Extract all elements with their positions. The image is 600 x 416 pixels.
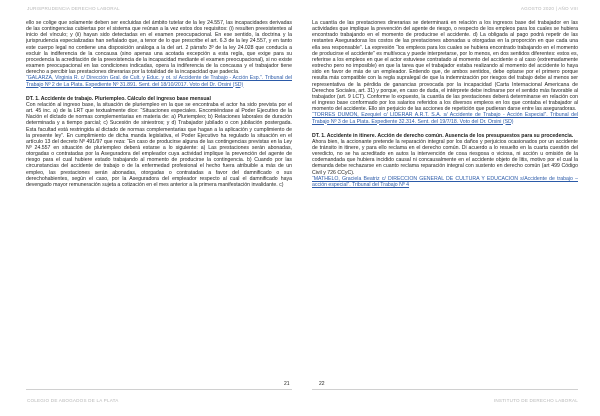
left-paragraph-2: Con relación al ingreso base, la situación de pluriempleo en la que se encontraba el actor ha sido prevista por el art. 45 inc. a) de la LRT que textualmente dice: “Situaciones especiales. Encomiéndase al Poder Ejecutivo de la Nación el dictado de normas complementarias en materia de: a) Pluriempleo; b) Relaciones laborales de duración determinada y a tiempo parcial; c) Sucesión de siniestros; y d) Trabajador jubilado o con jubilación postergada. Esta facultad está restringida al dictado de normas complementarias que hagan a la aplicación y cumplimiento de la presente ley”. En cumplimiento de dicha manda legislativa, el Poder Ejecutivo ha regulado la situación en el artículo 13 del decreto Nº 491/97 que reza: “En caso de producirse alguna de las contingencias previstas en la Ley Nº 24.557 en situación de pluriempleo deberá estarse a lo siguiente: a) Las prestaciones serán abonadas, otorgadas o contratadas por la Aseguradora del empleador cuya actividad implique la prevención del agente de riesgo para el cual hubiere estado trabajando al momento de producirse la contingencia. b) Cuando por las circunstancias del accidente de trabajo o de la enfermedad profesional el hecho fuera atribuible a más de un empleo, las prestaciones serán abonadas, otorgadas o contratadas a favor del damnificado o sus derechohabientes, según el caso, por la Aseguradora del empleador respecto al cual el damnificado haya devengado mayor remuneración sujeta a cotización en el mes anterior a la primera manifestación invalidante. c) xyxy=(26,101,292,188)
left-paragraph-1: ello se colige que solamente deben ser excluidas del ámbito tutelar de la ley 24.557, las incapacidades derivadas de las contingencias cubiertas por el sistema que reúnan a la vez estos dos requisitos: (i) resulten preexistentes al inicio del vínculo; y (ii) hayan sido detectadas en el examen preocupacional. En ese sentido, la doctrina y la jurisprudencia especializadas han señalado que, a tenor de lo que prescribe el art. 6.3 de la ley 24.557, y en tanto este cuerpo legal no contiene una disposición análoga a la del art. 2 párrafo 3º de la ley 24.028 que conducía a excluir la indiferencia de la concausa (sino apenas una acotada excepción a esta regla, que exige para su procedencia la acreditación de la preexistencia de la incapacidad mediante el examen preocupacional), si no existe examen preocupacional en las condiciones indicadas, opera la indiferencia de la concausa y el trabajador tiene derecho a percibir las prestaciones dinerarias por la totalidad de la incapacidad que padecía. xyxy=(26,20,292,76)
footer-divider-left xyxy=(26,389,292,390)
right-column xyxy=(312,20,578,382)
header-right-title: AGOSTO 2020 | AÑO VIII xyxy=(520,6,578,11)
left-section-heading: DT. 1. Accidente de trabajo. Pluriempleo. Cálculo del ingreso base mensual xyxy=(26,95,211,102)
spacer xyxy=(312,125,578,133)
right-paragraph-2: Ahora bien, la accionante pretende la reparación integral por los daños y perjuicios ocasionados por un accidente de tránsito in itinere, y para ello reclama en el derecho común. Di acuerdo a lo resuelto en la cuarta cuestión del veredicto, no se ha acreditado en autos la intervención de cosa riesgosa o viciosa, ni acción u omisión de la codemandada que hubiera incidido causal ni concausalmente en el accidente objeto de litis, motivo por el cual la demanda debe rechazarse en cuanto reclama reparación integral con sustento en derecho común (art 499 Código Civil y 726 CCyC). xyxy=(312,138,578,176)
right-paragraph-1: La cuantía de las prestaciones dinerarias se determinará en relación a los ingresos base del trabajador en las actividades que implique la prevención del agente de riesgo, o respecto de los empleos para los cuales se hubiera encontrado trabajando en el momento de producirse el accidente. d) La obligada al pago podrá repetir de las restantes Aseguradoras los costos de las prestaciones abonadas u otorgadas en la proporción en que cada una ella sea responsable”. La expresión “los empleos para los cuales se hubiera encontrado trabajando en el momento de producirse el accidente” es multívoca y puede interpretarse, por lo menos, en dos sentidos diferentes: estos es, referirse a los empleos en que el actor estuviese contratado al momento del accidente o al caso (extremadamente estrecho pero no imposible) en que la tarea que el trabajador estaba realizando al momento del accidente lo haya sido en favor de más de un empleador. Entiendo que, de ambos sentidos, debe optarse por el primero porque resulta más compatible con la regla supralegal de que la indemnización por riesgos del trabajo debe al menos ser representativa de la pérdida de ganancias provocada por la incapacidad (Carta Internacional Americana de Derechos Sociales, art. 31) y porque, en caso de duda, el intérprete debe inclinarse por el sentido más favorable al trabajador (art. 9 LCT). Conforme lo expuesto, la cuantía de las prestaciones deberá determinarse en relación con el ingreso base conformado por los salarios referidos a los diversos empleos en los que contaba el trabajador al momento del accidente. Ello sin perjuicio de las acciones de repetición que pudieran darse entre las aseguradoras. xyxy=(312,20,578,113)
footer-divider-right xyxy=(312,389,578,390)
right-section-heading: DT. 1. Accidente in itinere. Acción de derecho común. Ausencia de los presupuestos para su procedencia. xyxy=(312,132,574,139)
right-citation-1[interactable]: “TORRES DUMON, Ezequiel c/ LIDERAR A.R.T. S.A. s/ Accidente de Trabajo - Acción Especial”. Tribunal del Trabajo Nº 3 de La Plata. Expediente 32.314. Sent. del 19/7/18. Voto del Dr. Orsini (SD) xyxy=(312,112,578,125)
footer-left-text: COLEGIO DE ABOGADOS DE LA PLATA xyxy=(27,398,119,403)
footer-right-text: INSTITUTO DE DERECHO LABORAL xyxy=(493,398,578,403)
left-citation-1[interactable]: “GALARZA, Virginia R. c/ Dirección Gral. de Cult. y Educ. y ot. s/ Accidente de Trabajo - Acción Esp.”. Tribunal del Trabajo Nº 2 de La Plata. Expediente Nº 31.891. Sent. del 18/10/2017. Voto del Dr. Orsini (SD) xyxy=(26,75,292,88)
header-left-title: JURISPRUDENCIA DERECHO LABORAL xyxy=(27,6,120,11)
page-number-right: 22 xyxy=(319,381,325,387)
left-column xyxy=(26,20,292,382)
page-number-left: 21 xyxy=(284,381,290,387)
spacer xyxy=(26,88,292,96)
right-citation-2[interactable]: “MATHELO, Graciela Beatriz c/ DIRECCION GENERAL DE CULTURA Y EDUCACION s/Accidente de trabajo – acción especial”. Tribunal del Trabajo Nº 4 xyxy=(312,175,578,188)
